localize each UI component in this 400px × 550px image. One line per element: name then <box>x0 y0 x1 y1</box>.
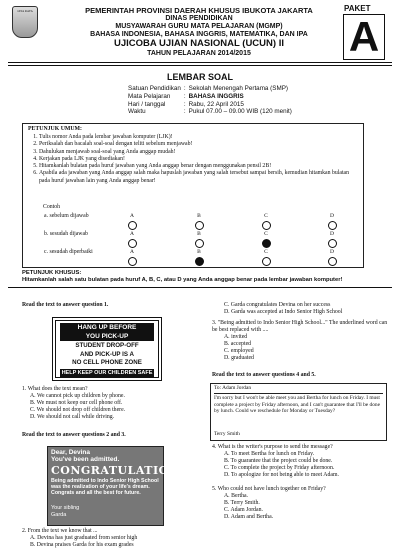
option: D. To apologize for not being able to meet Adam. <box>224 472 339 478</box>
note-message: I'm sorry but I won't be able meet you and Bertha for lunch on Friday. I must complete a project by Friday afternoon, and I can't guarantee that I'll be done by lunch. Could we reschedule for Monday or Tuesday? <box>214 395 380 415</box>
option: B. Terry Smith. <box>224 500 260 506</box>
option: D. We should not call while driving. <box>30 414 115 420</box>
example-answered: b. sesudah dijawab A B C D <box>44 231 354 251</box>
card-signoff: Your sibling Garda <box>51 505 80 518</box>
message-note <box>210 383 387 441</box>
petunjuk-umum-box <box>22 123 364 268</box>
instruction-item: 4. Kerjakan pada LJK yang disediakan! <box>39 156 359 163</box>
bubble-d: D <box>322 249 342 266</box>
question-stem: 5. Who could not have lunch together on Friday? <box>212 486 326 492</box>
paket-label: PAKET <box>344 4 371 13</box>
info-row: Satuan Pendidikan : Sekolah Menengah Pertama (SMP) <box>128 85 289 92</box>
option: A. We cannot pick up children by phone. <box>30 393 125 399</box>
read-instruction-4-5: Read the text to answer questions 4 and 5. <box>212 372 316 378</box>
jakarta-logo: JAYA RAYA <box>12 6 38 38</box>
bubble-b: B <box>189 231 209 248</box>
no-phone-sign <box>52 317 162 381</box>
bubble-c: C <box>256 213 276 230</box>
congrats-card <box>47 446 194 526</box>
sign-line-4: AND PICK-UP IS A <box>80 350 134 358</box>
bubble-d: D <box>322 213 342 230</box>
sign-line-3: STUDENT DROP-OFF <box>75 342 139 349</box>
sign-line-6: HELP KEEP OUR CHILDREN SAFE <box>61 369 153 376</box>
contoh-label: Contoh <box>43 204 61 210</box>
question-2 <box>22 528 192 549</box>
info-row: Waktu : Pukul 07.00 – 09.00 WIB (120 menit) <box>128 108 292 116</box>
bubble-d: D <box>322 231 342 248</box>
instruction-item: 6. Apabila ada jawaban yang Anda anggap salah maka hapuslah jawaban yang salah tersebut sampai bersih, kemudian hitamkan bulatan pada huruf jawaban lain yang Anda anggap benar! <box>39 170 359 185</box>
header-line-1: PEMERINTAH PROVINSI DAERAH KHUSUS IBUKOTA JAKARTA <box>85 6 313 15</box>
note-to: To: Adam Jordan <box>214 385 383 394</box>
question-stem: 2. From the text we know that ... <box>22 528 98 534</box>
header-line-3: MUSYAWARAH GURU MATA PELAJARAN (MGMP) <box>115 23 283 30</box>
option: A. To meet Bertha for lunch on Friday. <box>224 451 315 457</box>
option: C. We should not drop off children there. <box>30 407 126 413</box>
instruction-item: 1. Tulis nomor Anda pada lembar jawaban komputer (LJK)! <box>39 134 359 141</box>
exam-info-table <box>128 85 295 116</box>
lembar-soal-title: LEMBAR SOAL <box>167 72 233 82</box>
example-before: a. sebelum dijawab A B C D <box>44 213 354 233</box>
question-5 <box>212 486 390 521</box>
option: D. Garda was accepted at Indo Senior High School <box>224 309 343 315</box>
read-instruction-2-3: Read the text to answer questions 2 and 3. <box>22 432 126 438</box>
option: D. graduated <box>224 355 254 361</box>
bubble-c-filled: C <box>256 231 276 248</box>
exam-title: UJICOBA UJIAN NASIONAL (UCUN) II <box>114 38 284 49</box>
instruction-item: 2. Periksalah dan bacalah soal-soal dengan teliti sebelum menjawab! <box>39 141 359 148</box>
question-stem: 1. What does the text mean? <box>22 386 88 392</box>
header-line-2: DINAS PENDIDIKAN <box>165 15 233 22</box>
bubble-c: C <box>256 249 276 266</box>
option: A. invited <box>224 334 248 340</box>
option: B. accepted <box>224 341 252 347</box>
question-stem: 4. What is the writer's purpose to send the message? <box>212 444 333 450</box>
option: D. Adam and Bertha. <box>224 514 274 520</box>
bubble-a: A <box>122 231 142 248</box>
question-stem: 3. "Being admitted to Indo Senior High School..." The underlined word can be best replaced with .... <box>212 320 388 333</box>
option: A. Devina has just graduated from senior high <box>30 535 138 541</box>
paket-value: A <box>343 14 385 60</box>
school-year: TAHUN PELAJARAN 2014/2015 <box>147 50 251 57</box>
question-2-continued <box>216 302 391 316</box>
info-row: Mata Pelajaran : BAHASA INGGRIS <box>128 92 244 100</box>
option: B. Devina praises Garda for his exam grades <box>30 542 134 548</box>
example-corrected: c. sesudah diperbaiki A B C D <box>44 249 354 269</box>
question-1 <box>22 386 192 421</box>
option: A. Bertha. <box>224 493 248 499</box>
header-divider <box>8 62 392 63</box>
sign-line-1: HANG UP BEFORE <box>60 323 154 332</box>
instruction-item: 3. Dahulukan menjawab soal-soal yang Anda anggap mudah! <box>39 149 359 156</box>
question-3 <box>212 320 390 362</box>
option: C. To complete the project by Friday afternoon. <box>224 465 335 471</box>
instruction-item: 5. Hitamkanlah bulatan pada huruf jawaban yang Anda anggap benar dengan menggunakan pensil 2B! <box>39 163 359 170</box>
header-line-4: BAHASA INDONESIA, BAHASA INGGRIS, MATEMATIKA, DAN IPA <box>90 31 308 38</box>
instruction-list <box>29 134 359 185</box>
header-divider-thin <box>8 65 392 66</box>
option: C. Garda congratulates Devina on her success <box>224 302 331 308</box>
petunjuk-umum-title: PETUNJUK UMUM: <box>28 126 82 132</box>
read-instruction-1: Read the text to answer question 1. <box>22 302 109 308</box>
sign-line-2: YOU PICK-UP <box>60 332 154 341</box>
option: B. We must not keep our cell phone off. <box>30 400 123 406</box>
option: C. employed <box>224 348 254 354</box>
bubble-b: B <box>189 213 209 230</box>
option: C. Adam Jordan. <box>224 507 263 513</box>
bubble-a: A <box>122 249 142 266</box>
petunjuk-khusus-title: PETUNJUK KHUSUS: <box>22 270 82 276</box>
sign-line-5: NO CELL PHONE ZONE <box>72 359 142 366</box>
note-from: Terry Smith <box>214 431 240 437</box>
card-headline: CONGRATULATIONS! <box>51 464 194 477</box>
question-4 <box>212 444 390 479</box>
option: B. To guarantee that the project could be done. <box>224 458 333 464</box>
bubble-b-filled: B <box>189 249 209 266</box>
info-row: Hari / tanggal : Rabu, 22 April 2015 <box>128 100 244 108</box>
section-divider <box>8 287 392 288</box>
card-body: Being admitted to Indo Senior High School was the realization of your life's dream. Congrats and all the best for future. <box>51 478 159 497</box>
card-greeting: Dear, Devina You've been admitted. <box>51 449 120 463</box>
bubble-a: A <box>122 213 142 230</box>
petunjuk-khusus-text: Hitamkanlah salah satu bulatan pada huruf A, B, C, atau D yang Anda anggap benar pada lembar jawaban komputer! <box>22 277 343 283</box>
